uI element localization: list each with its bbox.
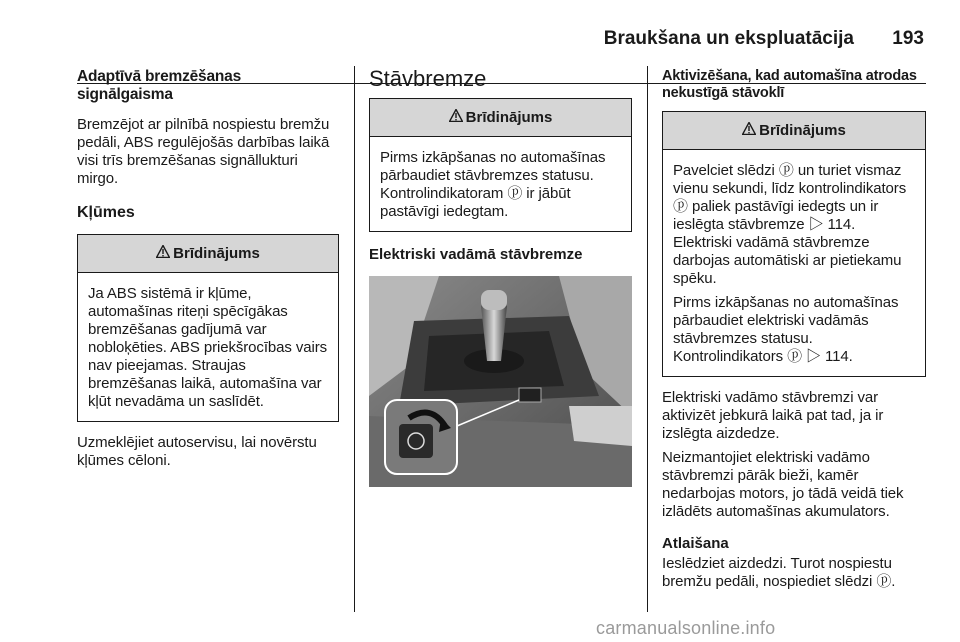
column-divider — [354, 66, 355, 612]
warning-header — [78, 235, 338, 273]
column-divider — [647, 66, 648, 612]
header-title: Braukšana un ekspluatācija — [603, 28, 854, 49]
warning-header — [663, 112, 925, 150]
paragraph: Elektriski vadāmo stāvbremzi var aktivizēt jebkurā laikā pat tad, ja ir izslēgta aizdedze. — [662, 389, 884, 442]
subheading: Elektriski vadāmā stāvbremze — [369, 246, 583, 263]
warning-icon — [156, 245, 170, 262]
column-left — [77, 66, 339, 470]
warning-text: Pirms izkāpšanas no automašīnas pārbaudiet stāvbremzes statusu. Kontrolindikatoram ⓟ ir jābūt pastāvīgi iedegtam. — [380, 149, 606, 220]
subheading: Atlaišana — [662, 535, 729, 552]
warning-icon — [742, 122, 756, 139]
parking-brake-photo — [369, 276, 632, 487]
warning-box — [662, 111, 926, 377]
watermark: carmanualsonline.info — [596, 618, 776, 638]
page-header — [0, 28, 960, 58]
warning-label: Brīdinājums — [173, 245, 260, 262]
warning-text: Pavelciet slēdzi ⓟ un turiet vismaz vienu sekundi, līdz kontrolindikators ⓟ paliek pastāvīgi iedegts un ir ieslēgta stāvbremze ▷ 114. Elektriski vadāmā stāvbremze darbojas automātiski ar pietiekamu spēku. — [673, 162, 907, 287]
column-right — [662, 66, 926, 591]
warning-box — [369, 98, 632, 232]
section-heading: Stāvbremze — [369, 66, 487, 91]
warning-text: Ja ABS sistēmā ir kļūme, automašīnas riteņi spēcīgākas bremzēšanas gadījumā var nobloķēties. ABS priekšrocības vairs nav pieejamas. Straujas bremzēšanas laikā, automašīna var kļūt nevadāma un saslīdēt. — [88, 285, 328, 410]
paragraph: Uzmeklējiet autoservisu, lai novērstu kļūmes cēloni. — [77, 434, 317, 469]
paragraph: Ieslēdziet aizdedzi. Turot nospiestu bremžu pedāli, nospiediet slēdzi ⓟ. — [662, 555, 896, 590]
subheading: Kļūmes — [77, 204, 135, 221]
column-middle — [369, 66, 632, 487]
warning-label: Brīdinājums — [759, 122, 846, 139]
paragraph: Neizmantojiet elektriski vadāmo stāvbremzi pārāk bieži, kamēr nedarbojas motors, jo tādā veidā tiek izlādēts automašīnas akumulators. — [662, 449, 904, 520]
warning-box — [77, 234, 339, 422]
section-heading: Aktivizēšana, kad automašīna atrodas nekustīgā stāvoklī — [662, 68, 917, 101]
paragraph: Bremzējot ar pilnībā nospiestu bremžu pedāli, ABS regulējošās darbības laikā visi trīs bremzēšanas signāllukturi mirgo. — [77, 116, 330, 187]
section-heading: Adaptīvā bremzēšanas signālgaisma — [77, 68, 241, 103]
warning-header — [370, 99, 631, 137]
warning-text-box — [663, 150, 925, 376]
warning-icon — [449, 109, 463, 126]
page-number: 193 — [892, 28, 924, 49]
warning-label: Brīdinājums — [465, 109, 553, 126]
warning-text: Pirms izkāpšanas no automašīnas pārbaudiet elektriski vadāmās stāvbremzes statusu. Kontrolindikators ⓟ ▷ 114. — [673, 294, 899, 365]
